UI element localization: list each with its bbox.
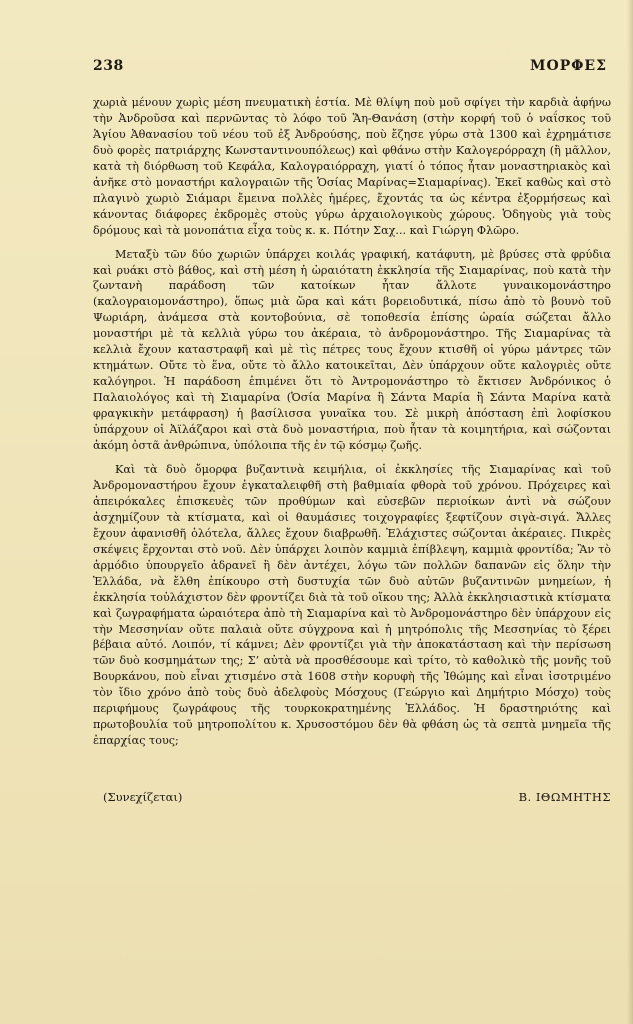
article-body <box>93 95 611 749</box>
paragraph: χωριὰ μένουν χωρὶς μέση πνευματικὴ ἑστία. Μὲ θλίψη ποὺ μοῦ σφίγει τὴν καρδιὰ ἀφήνω τὴν Ἀνδροῦσα καὶ περνῶντας τὸ λόφο τοῦ Ἅη-Θανάση (στὴν κορφή τοῦ ὁ ναΐσκος τοῦ Ἁγίου Ἀθανασίου τοῦ νέου τοῦ ἐξ Ἀνδρούσης, ποὺ ἔζησε γύρω στὰ 1300 καὶ ἐχρημάτισε δυὸ φορὲς πατριάρχης Κωνσταντινουπόλεως) καὶ φθάνω στὴν Καλογερόρραχη (ἢ μᾶλλον, κατὰ τὴ διόρθωση τοῦ Κεφάλα, Καλογραιόρραχη, γιατί ὁ τόπος ἦταν μοναστηριακὸς καὶ ἀνῆκε στὸ μοναστήρι καλογραιῶν τῆς Ὁσίας Μαρίνας=Σιαμαρίνας). Ἐκεῖ καθὼς καὶ στὸ πλαγινὸ χωριὸ Σιάμαρι ἔμεινα πολλὲς ἡμέρες, ἔχοντάς τα ὡς κέντρα ἐξορμήσεως καὶ κάνοντας διάφορες ἐκδρομὲς στοὺς γύρω ἀρχαιολογικοὺς χώρους. Ὁδηγοὺς γιὰ τοὺς δρόμους καὶ τὰ μονοπάτια εἶχα τοὺς κ. κ. Πότην Σαχ... καὶ Γιώργη Φλῶρο. <box>93 96 611 237</box>
continued-note: (Συνεχίζεται) <box>103 790 183 804</box>
author-signature: Β. ΙΘΩΜΗΤΗΣ <box>518 790 611 804</box>
page-header <box>93 58 607 80</box>
page-edge-shadow <box>627 0 633 1024</box>
paragraph: Καὶ τὰ δυὸ ὄμορφα βυζαντινὰ κειμήλια, οἱ ἐκκλησίες τῆς Σιαμαρίνας καὶ τοῦ Ἀνδρομοναστήρου ἔχουν ἐγκαταλειφθῆ στὴ βαθμιαία φθορὰ τοῦ χρόνου. Πρόχειρες καὶ ἀπειρόκαλες ἐπισκευὲς τῶν προθύμων καὶ εὐσεβῶν περιοίκων ἀντὶ νὰ σώζουν ἀσχημίζουν τὰ κτίσματα, καὶ οἱ θαυμάσιες τοιχογραφίες ξεφτίζουν σιγὰ-σιγά. Ἄλλες ἔχουν ἀφανισθῆ ὁλότελα, ἄλλες ἔχουν διαβρωθῆ. Ἐλάχιστες σώζονται ἀκέραιες. Πικρὲς σκέψεις ἔρχονται στὸ νοῦ. Δὲν ὑπάρχει λοιπὸν καμμιὰ ἐπίβλεψη, καμμιὰ φροντίδα; Ἂν τὸ ἁρμόδιο ὑπουργεῖο ἀδρανεῖ ἢ δὲν ἀντέχει, λόγω τῶν πολλῶν δαπανῶν εἰς ὅλην τὴν Ἑλλάδα, νὰ ἔλθη ἐπίκουρο στὴ δυστυχία τῶν δυὸ αὐτῶν βυζαντινῶν μνημείων, ἡ ἐκκλησία τοὐλάχιστον δὲν φροντίζει διὰ τὰ τοῦ οἴκου της; Ἀλλὰ ἐκκλησιαστικὰ κτίσματα καὶ ζωγραφήματα ὡραιότερα ἀπὸ τὴ Σιαμαρίνα καὶ τὸ Ἀνδρομονάστηρο δὲν ὑπάρχουν εἰς τὴν Μεσσηνίαν οὔτε παλαιὰ οὔτε σύγχρονα καὶ ἡ μητρόπολις τῆς Μεσσηνίας τὸ ξέρει βέβαια αὐτό. Λοιπόν, τί κάμνει; Δὲν φροντίζει γιὰ τὴν ἀποκατάσταση καὶ τὴν περίσωση τῶν δυὸ κοσμημάτων της; Σ’ αὐτὰ νὰ προσθέσουμε καὶ τρίτο, τὸ καθολικὸ τῆς μονῆς τοῦ Βουρκάνου, ποὺ εἶναι χτισμένο στὰ 1608 στὴν κορυφὴ τῆς Ἰθώμης καὶ εἶναι ἰσοτριμένο τὸν ἴδιο χρόνο ἀπὸ τοὺς δυὸ ἀδελφοὺς Μόσχους (Γεώργιο καὶ Δημήτριο Μόσχο) τοὺς περιφήμους ζωγράφους τῆς τουρκοκρατημένης Ἑλλάδος. Ἡ δραστηριότης καὶ πρωτοβουλία τοῦ μητροπολίτου κ. Χρυσοστόμου δὲν θὰ φθάση ὡς τὰ σεπτὰ μνημεῖα τῆς ἐπαρχίας τους; <box>93 462 611 748</box>
running-head: ΜΟΡΦΕΣ <box>530 58 607 74</box>
article-signoff <box>93 790 611 808</box>
paragraph: Μεταξὺ τῶν δύο χωριῶν ὑπάρχει κοιλάς γραφική, κατάφυτη, μὲ βρύσες στὰ φρύδια καὶ ρυάκι στὸ βάθος, καὶ στὴ μέση ἡ ὡραιότατη ἐκκλησία τῆς Σιαμαρίνας, ποὺ κατὰ τὴν ζωντανὴ παράδοση τῶν κατοίκων ἦταν ἄλλοτε γυναικομονάστηρο (καλογραιομονάστηρο), ὅπως μιὰ ὥρα καὶ κάτι βορειοδυτικά, πίσω ἀπὸ τὸ βουνὸ τοῦ Ψωριάρη, ἀνάμεσα στὰ κοντοβούνια, σὲ τοποθεσία ἐπίσης ὡραία σώζεται ἄλλο μοναστήρι μὲ τὰ κελλιὰ γύρω του ἀκέραια, τὸ ἀνδρομονάστηρο. Τῆς Σιαμαρίνας τὰ κελλιὰ ἔχουν καταστραφῆ καὶ μὲ τὶς πέτρες τους ἔχουν κτισθῆ οἱ γύρω μάντρες τῶν κτημάτων. Οὔτε τὸ ἕνα, οὔτε τὸ ἄλλο κατοικεῖται, Δὲν ὑπάρχουν οὔτε καλογριὲς οὔτε καλόγηροι. Ἡ παράδοση ἐπιμένει ὅτι τὸ Ἀντρομονάστηρο τὸ ἔκτισεν Ἀνδρόνικος ὁ Παλαιολόγος καὶ τὴ Σιαμαρίνα (Ὁσία Μαρίνα ἢ Σάντα Μαρία ἢ Σάντα Μαρίνα κατὰ φραγκικὴν μετάφραση) ἡ βασίλισσα γυναῖκα του. Σὲ μικρὴ ἀπόσταση ἐπὶ λοφίσκου ὑπάρχουν οἱ Ἀϊλάζαροι καὶ στὰ δυὸ μοναστήρια, ποὺ ἦταν τὰ κοιμητήρια, καὶ σώζονται ἀκόμη ὀστᾶ ἀνθρώπινα, ὑπόλοιπα τῆς ἐν τῷ κόσμῳ ζωῆς. <box>93 247 611 453</box>
page-number: 238 <box>93 58 124 74</box>
